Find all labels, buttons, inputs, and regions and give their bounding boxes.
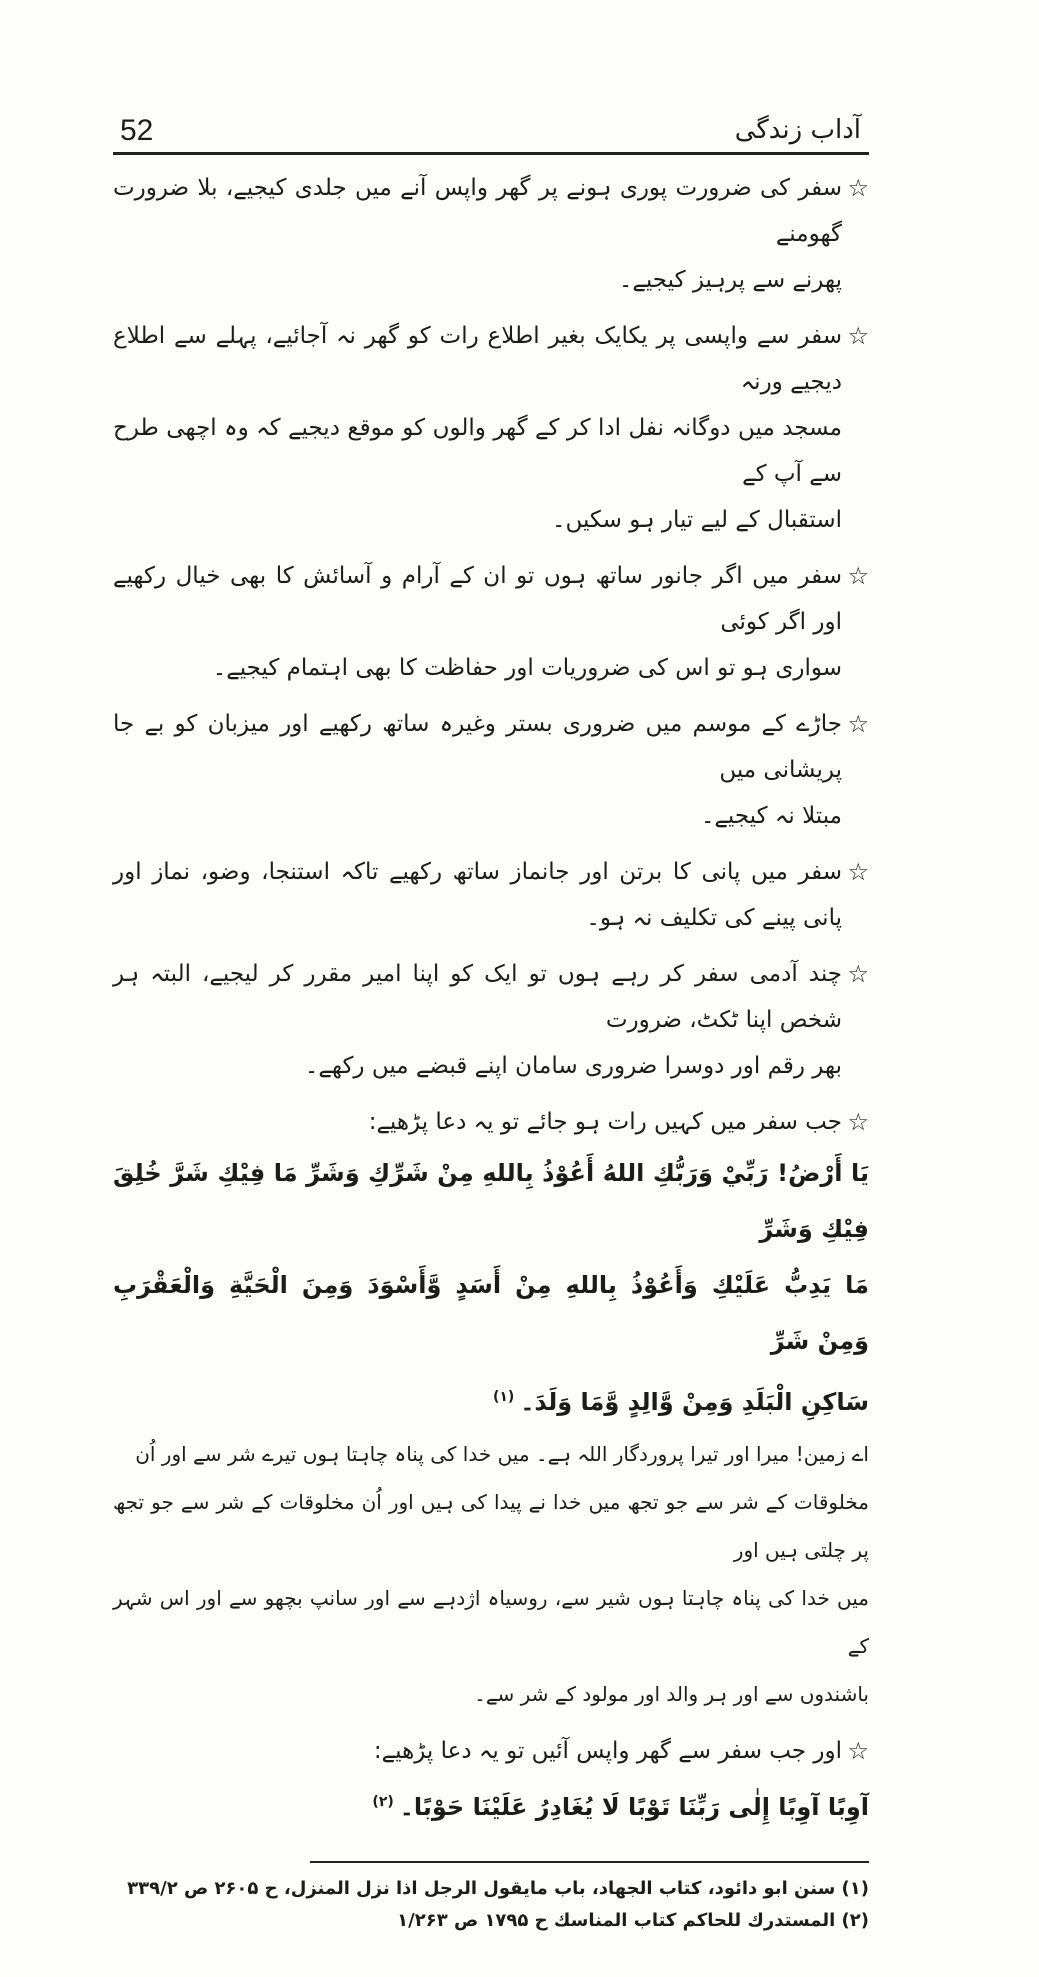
running-header-title: آداب زندگی	[734, 115, 861, 145]
translation-line	[113, 1430, 869, 1478]
footnote-reference: (۲)	[372, 1794, 394, 1810]
text-line	[113, 1043, 869, 1089]
star-outline-icon: ☆	[847, 710, 869, 738]
line-text: مبتلا نہ کیجیے۔	[700, 803, 842, 829]
line-text: مخلوقات کے شر سے جو تجھ میں خدا نے پیدا کی ہیں اور اُن مخلوقات کے شر سے جو تجھ پر چلتی ہیں اور	[113, 1490, 869, 1562]
line-text: جاڑے کے موسم میں ضروری بستر وغیرہ ساتھ رکھیے اور میزبان کو بے جا پریشانی میں	[113, 711, 842, 783]
line-text: سفر میں اگر جانور ساتھ ہوں تو ان کے آرام و آسائش کا بھی خیال رکھیے اور اگر کوئی	[113, 563, 842, 635]
footnotes	[113, 1861, 869, 1937]
line-text: جب سفر میں کہیں رات ہو جائے تو یہ دعا پڑھیے:	[368, 1109, 842, 1135]
text-line	[113, 849, 869, 941]
line-text: مسجد میں دوگانہ نفل ادا کر کے گھر والوں کو موقع دیجیے کہ وہ اچھی طرح سے آپ کے	[113, 415, 842, 487]
line-text: سواری ہو تو اس کی ضروریات اور حفاظت کا بھی اہتمام کیجیے۔	[212, 655, 842, 681]
running-header	[113, 112, 869, 152]
line-text: میں خدا کی پناہ چاہتا ہوں شیر سے، روسیاہ اژدہے سے اور سانپ بچھو سے اور اس شہر کے	[113, 1586, 869, 1658]
line-text: سفر کی ضرورت پوری ہونے پر گھر واپس آنے میں جلدی کیجیے، بلا ضرورت گھومنے	[113, 175, 842, 247]
text-line	[113, 1099, 869, 1145]
translation-line	[113, 1670, 869, 1718]
star-outline-icon: ☆	[847, 1108, 869, 1136]
line-text: پھرنے سے پرہیز کیجیے۔	[618, 267, 842, 293]
text-line	[113, 553, 869, 645]
line-text: سفر میں پانی کا برتن اور جانماز ساتھ رکھیے تاکہ استنجا، وضو، نماز اور پانی پینے کی تکلیف نہ ہو۔	[113, 859, 842, 931]
line-text: اور جب سفر سے گھر واپس آئیں تو یہ دعا پڑھیے:	[373, 1738, 842, 1764]
text-line	[113, 1728, 869, 1774]
translation-line	[113, 1574, 869, 1670]
arabic-dua-line	[113, 1369, 869, 1430]
line-text: مَا يَدِبُّ عَلَيْكِ وَأَعُوْذُ بِاللهِ مِنْ أَسَدٍ وَّأَسْوَدَ وَمِنَ الْحَيَّةِ وَالْعَقْرَبِ وَمِنْ شَرِّ	[113, 1271, 869, 1355]
text-line	[113, 497, 869, 543]
text-line	[113, 257, 869, 303]
text-line	[113, 701, 869, 793]
translation-line	[113, 1478, 869, 1574]
star-outline-icon: ☆	[847, 960, 869, 988]
star-outline-icon: ☆	[847, 562, 869, 590]
text-line	[113, 793, 869, 839]
arabic-dua-line	[113, 1257, 869, 1369]
arabic-dua-line	[113, 1774, 869, 1835]
star-outline-icon: ☆	[847, 174, 869, 202]
line-text: آوِبًا آوِبًا إِلٰى رَبِّنَا تَوْبًا لَا يُغَادِرُ عَلَيْنَا حَوْبًا۔	[399, 1793, 869, 1821]
text-line	[113, 951, 869, 1043]
line-text: سفر سے واپسی پر یکایک بغیر اطلاع رات کو گھر نہ آجائیے، پہلے سے اطلاع دیجیے ورنہ	[113, 323, 842, 395]
text-line	[113, 313, 869, 405]
footnote-rule	[310, 1861, 869, 1863]
line-text: باشندوں سے اور ہر والد اور مولود کے شر سے۔	[474, 1682, 869, 1706]
arabic-dua-line	[113, 1145, 869, 1257]
page-number: 52	[120, 114, 154, 147]
line-text: اے زمین! میرا اور تیرا پروردگار اللہ ہے۔ میں خدا کی پناہ چاہتا ہوں تیرے شر سے اور اُن	[135, 1442, 869, 1466]
footnote-reference: (۱)	[492, 1389, 515, 1405]
page-body	[113, 165, 869, 1835]
line-text: سَاكِنِ الْبَلَدِ وَمِنْ وَّالِدٍ وَّمَا وَلَدَ۔	[520, 1388, 869, 1416]
star-outline-icon: ☆	[847, 1737, 869, 1765]
line-text: يَا أَرْضُ! رَبِّيْ وَرَبُّكِ اللهُ أَعُوْذُ بِاللهِ مِنْ شَرِّكِ وَشَرِّ مَا فِيْكِ شَرَّ خُلِقَ فِيْكِ وَشَرِّ	[113, 1159, 869, 1243]
header-rule	[113, 152, 869, 155]
text-line	[113, 405, 869, 497]
line-text: چند آدمی سفر کر رہے ہوں تو ایک کو اپنا امیر مقرر کر لیجیے، البتہ ہر شخص اپنا ٹکٹ، ضرورت	[113, 961, 842, 1033]
star-outline-icon: ☆	[847, 322, 869, 350]
text-line	[113, 645, 869, 691]
line-text: بھر رقم اور دوسرا ضروری سامان اپنے قبضے میں رکھے۔	[304, 1053, 842, 1079]
footnote-2: (۲) المستدرك للحاکم کتاب المناسك ح ۱۷۹۵ ص ۱/۲۶۳	[397, 1910, 869, 1931]
line-text: استقبال کے لیے تیار ہو سکیں۔	[551, 507, 842, 533]
text-line	[113, 165, 869, 257]
footnote-1: (۱) سنن ابو دائود، کتاب الجهاد، باب مایقول الرجل اذا نزل المنزل، ح ۲۶۰۵ ص ۳۳۹/۲	[127, 1878, 869, 1899]
star-outline-icon: ☆	[847, 858, 869, 886]
